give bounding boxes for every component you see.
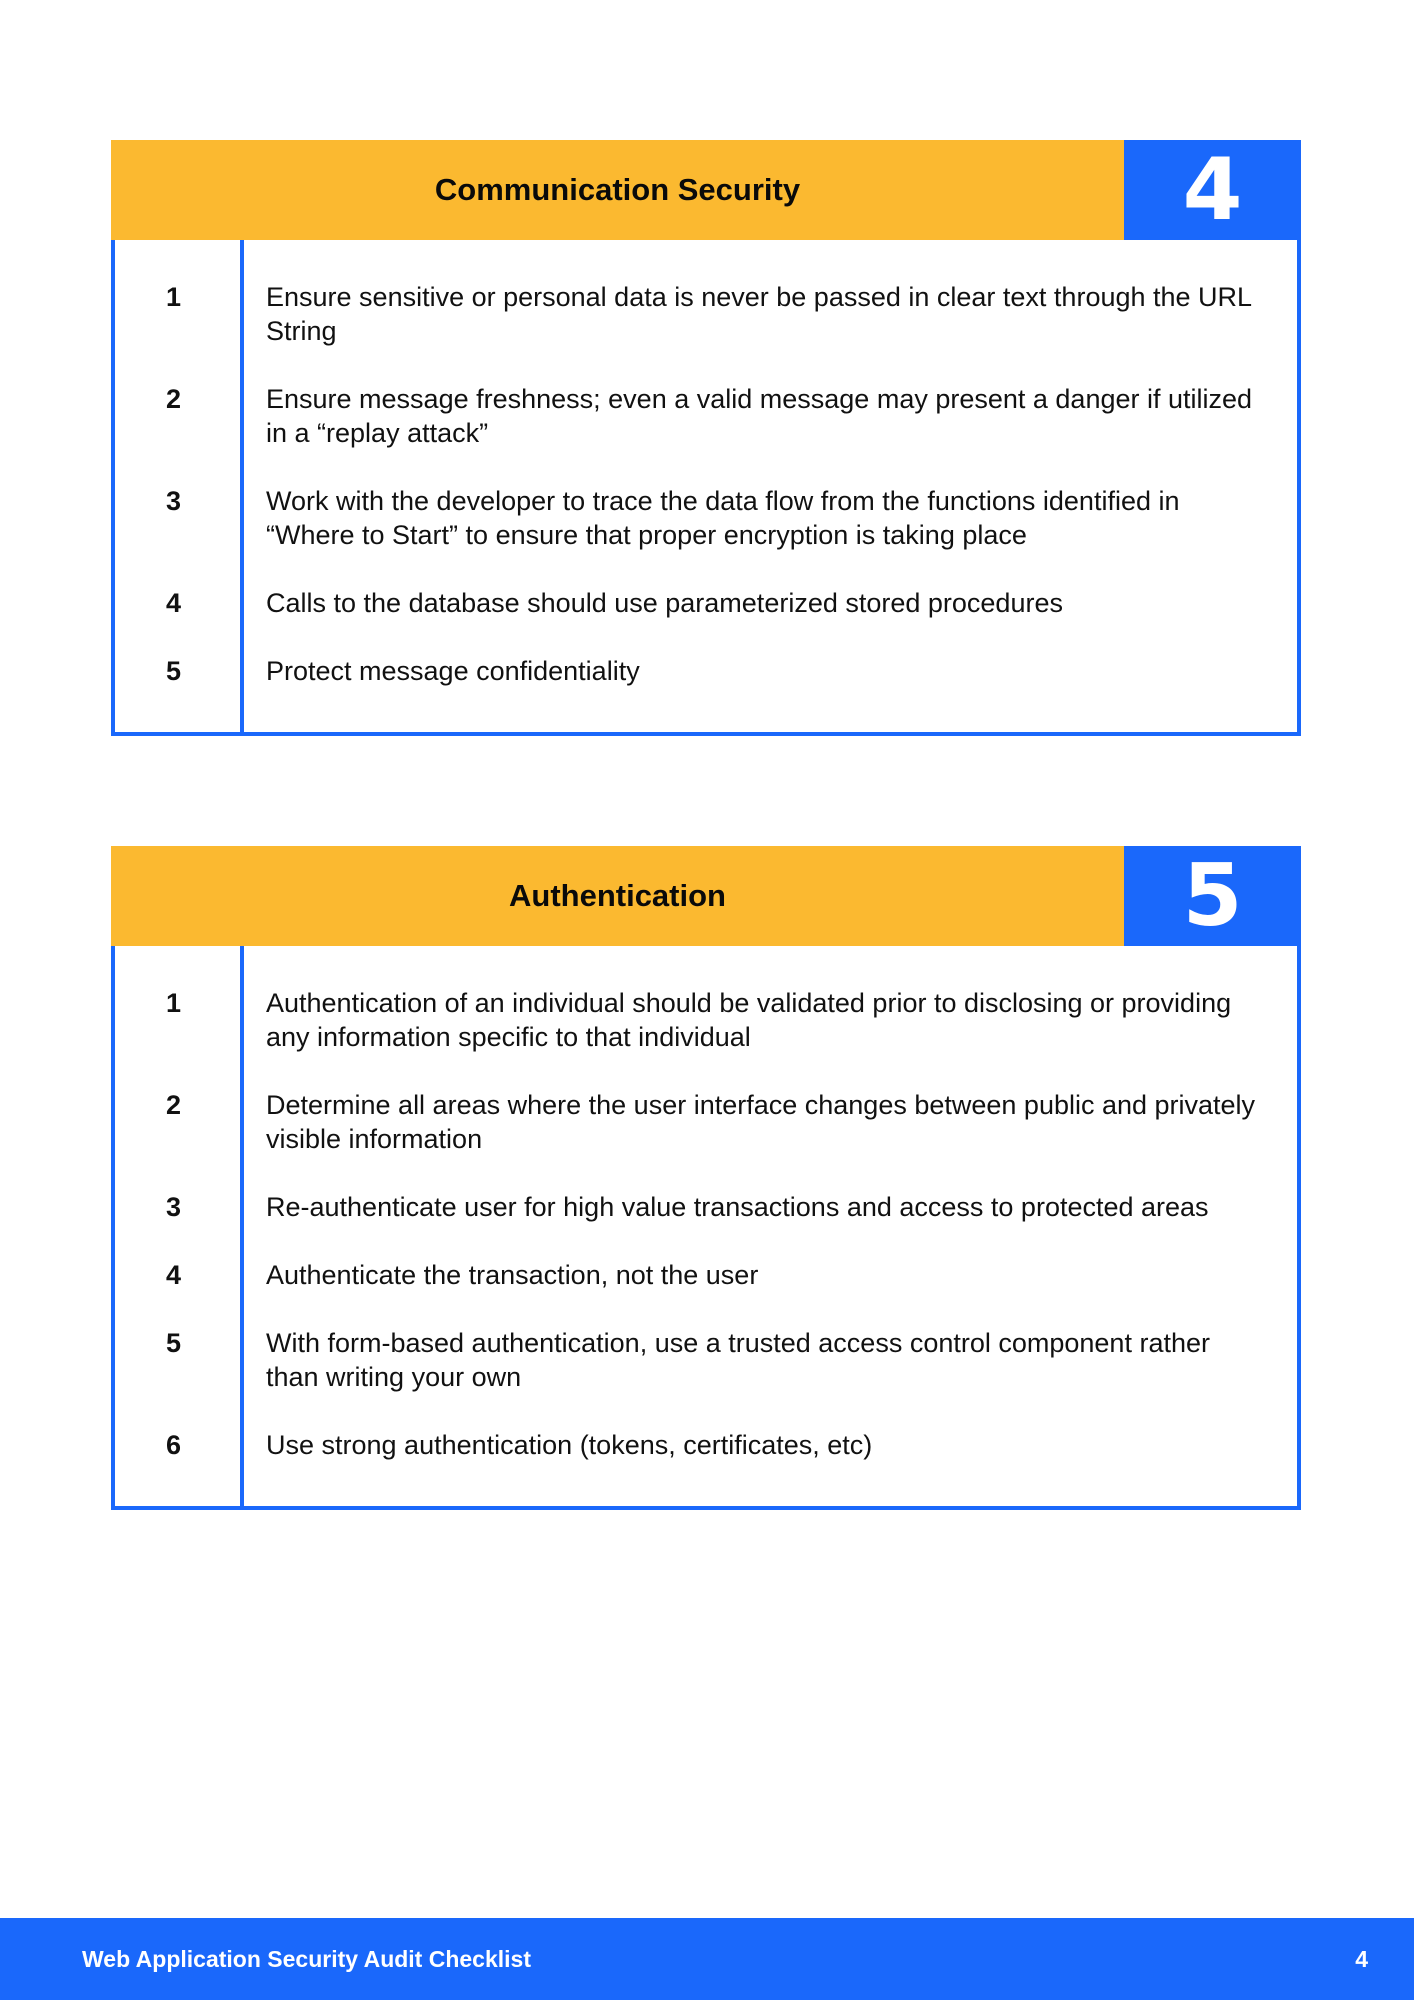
section-authentication [111,846,1301,1510]
item-text: Re-authenticate user for high value transactions and access to protected areas [266,1192,1209,1222]
item-number: 1 [165,988,182,1018]
item-number: 2 [165,384,182,414]
item-text: Authentication of an individual should be validated prior to disclosing or providing any information specific to that individual [266,988,1232,1052]
item-text: Authenticate the transaction, not the user [266,1260,759,1290]
item-number: 4 [165,1260,182,1290]
item-number: 3 [165,1192,182,1222]
item-text: Protect message confidentiality [266,656,640,686]
section-header [111,140,1301,240]
section-title: Communication Security [434,172,801,207]
checklist-item [115,484,1297,552]
checklist-item [115,280,1297,348]
checklist-item [115,1326,1297,1394]
checklist-item [115,1258,1297,1292]
item-text: Ensure message freshness; even a valid message may present a danger if utilized in a “replay attack” [266,384,1253,448]
checklist-item [115,1428,1297,1462]
checklist-item [115,986,1297,1054]
footer-document-title: Web Application Security Audit Checklist [82,1946,531,1972]
checklist-item [115,586,1297,620]
section-title: Authentication [509,878,726,913]
checklist-item [115,1088,1297,1156]
checklist-table [111,946,1301,1510]
item-number: 2 [165,1090,182,1120]
footer-page-number: 4 [1355,1946,1368,1972]
item-text: Ensure sensitive or personal data is never be passed in clear text through the URL String [266,282,1252,346]
checklist-item [115,1190,1297,1224]
item-text: Work with the developer to trace the data flow from the functions identified in “Where to Start” to ensure that proper encryption is taking place [266,486,1180,550]
section-header [111,846,1301,946]
section-number-badge: 5 [1124,846,1301,946]
item-text: Use strong authentication (tokens, certificates, etc) [266,1430,873,1460]
item-text: With form-based authentication, use a trusted access control component rather than writing your own [266,1328,1210,1392]
page-footer [0,1918,1414,2000]
checklist-item [115,382,1297,450]
section-communication-security [111,140,1301,736]
item-text: Calls to the database should use parameterized stored procedures [266,588,1063,618]
section-number-badge: 4 [1124,140,1301,240]
item-number: 5 [165,656,182,686]
item-number: 1 [165,282,182,312]
checklist-table [111,240,1301,736]
item-number: 4 [165,588,182,618]
item-text: Determine all areas where the user interface changes between public and privately visible information [266,1090,1256,1154]
item-number: 3 [165,486,182,516]
item-number: 6 [165,1430,182,1460]
item-number: 5 [165,1328,182,1358]
checklist-item [115,654,1297,688]
